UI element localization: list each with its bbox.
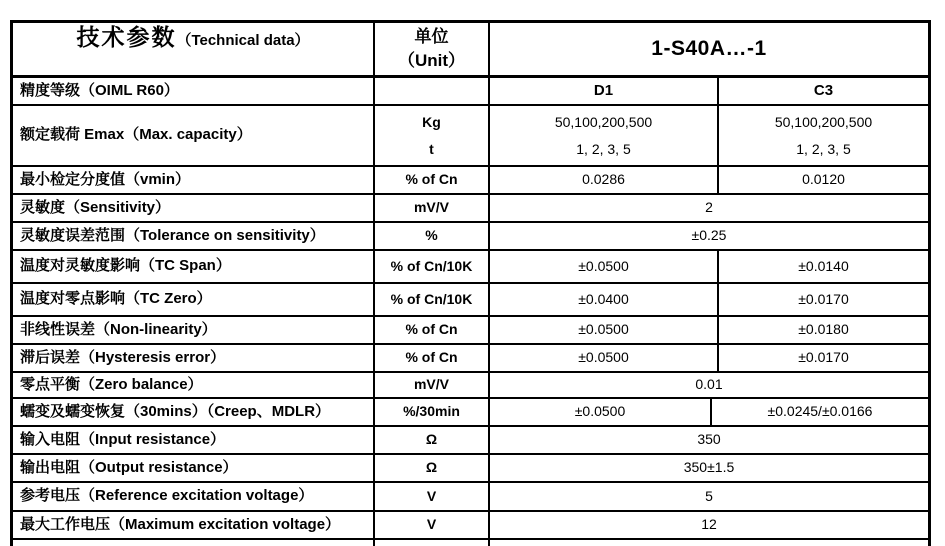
cell-text: 50,100,200,500 bbox=[554, 113, 653, 130]
value-cell-c3 bbox=[719, 317, 928, 343]
unit-cell bbox=[375, 483, 490, 510]
row-label bbox=[13, 455, 375, 481]
cell-text: ±0.0180 bbox=[798, 321, 849, 338]
row-label-text: 滞后误差（Hysteresis error） bbox=[20, 348, 226, 366]
unit-cell bbox=[375, 78, 490, 104]
cell-text: ±0.0500 bbox=[578, 349, 629, 366]
value-cell-c3 bbox=[712, 399, 928, 425]
header-unit-en: （Unit） bbox=[397, 51, 466, 70]
row-label-text: 温度对灵敏度影响（TC Span） bbox=[20, 257, 231, 275]
cell-text: 1, 2, 3, 5 bbox=[796, 140, 851, 157]
row-label-text: 最大工作电压（Maximum excitation voltage） bbox=[20, 515, 341, 533]
row-label bbox=[13, 399, 375, 425]
table-row bbox=[13, 399, 928, 427]
header-unit-cn: 单位 bbox=[414, 27, 449, 46]
value-cells bbox=[490, 106, 928, 165]
technical-data-table bbox=[10, 20, 931, 546]
unit-cell bbox=[375, 317, 490, 343]
table-row bbox=[13, 512, 928, 540]
value-cells bbox=[490, 345, 928, 371]
value-cells bbox=[490, 399, 928, 425]
value-cells bbox=[490, 284, 928, 315]
cell-text: 12 bbox=[701, 516, 717, 533]
value-cells bbox=[490, 167, 928, 193]
table-body bbox=[13, 78, 928, 546]
header-unit bbox=[375, 23, 490, 75]
unit-text: % of Cn bbox=[405, 349, 458, 366]
table-row bbox=[13, 373, 928, 399]
table-row bbox=[13, 106, 928, 167]
unit-cell bbox=[375, 455, 490, 481]
value-cells bbox=[490, 512, 928, 538]
cell-text: 5 bbox=[705, 487, 713, 504]
row-label bbox=[13, 251, 375, 282]
value-cell-d1 bbox=[490, 78, 719, 104]
unit-text: V bbox=[426, 516, 437, 533]
value-cell-c3 bbox=[719, 78, 928, 104]
value-cell-span bbox=[490, 427, 928, 453]
value-cell-span bbox=[490, 540, 928, 546]
value-cell-d1 bbox=[490, 167, 719, 193]
cell-text: 2 bbox=[705, 199, 713, 216]
table-row bbox=[13, 345, 928, 373]
row-label-text: 参考电压（Reference excitation voltage） bbox=[20, 487, 314, 505]
row-label-text: 非线性误差（Non-linearity） bbox=[20, 320, 217, 338]
row-label-text: 温度对零点影响（TC Zero） bbox=[20, 290, 212, 308]
row-label-text: 最小检定分度值（vmin） bbox=[20, 170, 191, 188]
value-cell-span bbox=[490, 512, 928, 538]
unit-cell bbox=[375, 512, 490, 538]
cell-text: 350 bbox=[697, 431, 721, 448]
unit-cell bbox=[375, 373, 490, 397]
table-header-row bbox=[13, 23, 928, 78]
table-row bbox=[13, 317, 928, 345]
value-cell-span bbox=[490, 455, 928, 481]
table-row bbox=[13, 167, 928, 195]
row-label bbox=[13, 483, 375, 510]
cell-text: 0.0120 bbox=[802, 171, 845, 188]
cell-text: ±0.0170 bbox=[798, 349, 849, 366]
row-label bbox=[13, 317, 375, 343]
row-label bbox=[13, 540, 375, 546]
unit-cell bbox=[375, 251, 490, 282]
value-cells bbox=[490, 373, 928, 397]
value-cells bbox=[490, 195, 928, 221]
row-label-text: 灵敏度误差范围（Tolerance on sensitivity） bbox=[20, 226, 325, 244]
unit-cell bbox=[375, 167, 490, 193]
row-label-text: 输入电阻（Input resistance） bbox=[20, 430, 226, 448]
row-label-text: 灵敏度（Sensitivity） bbox=[20, 198, 171, 216]
table-row bbox=[13, 427, 928, 455]
row-label bbox=[13, 195, 375, 221]
row-label-text: 输出电阻（Output resistance） bbox=[20, 458, 238, 476]
unit-cell bbox=[375, 106, 490, 165]
unit-text: Ω bbox=[425, 431, 438, 448]
cell-text: ±0.0245/±0.0166 bbox=[767, 403, 873, 420]
cell-text: 50,100,200,500 bbox=[774, 113, 873, 130]
value-cells bbox=[490, 223, 928, 249]
cell-text: D1 bbox=[593, 81, 614, 99]
value-cells bbox=[490, 483, 928, 510]
unit-text: % of Cn/10K bbox=[390, 257, 473, 274]
cell-text: ±0.25 bbox=[691, 227, 727, 244]
unit-cell bbox=[375, 223, 490, 249]
unit-text: % of Cn bbox=[405, 321, 458, 338]
value-cell-c3 bbox=[719, 106, 928, 165]
cell-text: ±0.0500 bbox=[578, 321, 629, 338]
row-label bbox=[13, 167, 375, 193]
row-label bbox=[13, 512, 375, 538]
row-label bbox=[13, 106, 375, 165]
row-label-text: 蠕变及蠕变恢复（30mins）（Creep、MDLR） bbox=[20, 402, 331, 420]
table-row bbox=[13, 195, 928, 223]
row-label-text: 精度等级（OIML R60） bbox=[20, 81, 179, 99]
value-cell-span bbox=[490, 195, 928, 221]
row-label-text: 零点平衡（Zero balance） bbox=[20, 375, 203, 393]
unit-cell bbox=[375, 195, 490, 221]
value-cell-span bbox=[490, 483, 928, 510]
value-cells bbox=[490, 540, 928, 546]
row-label bbox=[13, 427, 375, 453]
table-row bbox=[13, 540, 928, 546]
cell-text: 0.01 bbox=[695, 376, 723, 393]
value-cells bbox=[490, 455, 928, 481]
value-cell-c3 bbox=[719, 345, 928, 371]
unit-text: V bbox=[426, 487, 437, 504]
unit-text: Kg bbox=[422, 113, 441, 130]
cell-text: ±0.0500 bbox=[578, 257, 629, 274]
cell-text: 0.0286 bbox=[582, 171, 625, 188]
header-technical-data bbox=[13, 23, 375, 75]
row-label bbox=[13, 345, 375, 371]
unit-text: % of Cn/10K bbox=[390, 290, 473, 307]
row-label bbox=[13, 78, 375, 104]
header-param-en: （Technical data） bbox=[176, 32, 310, 49]
header-param-cn: 技术参数 bbox=[76, 24, 177, 50]
table-row bbox=[13, 223, 928, 251]
value-cells bbox=[490, 78, 928, 104]
unit-text: mV/V bbox=[413, 376, 449, 393]
value-cell-d1 bbox=[490, 317, 719, 343]
value-cell-c3 bbox=[719, 167, 928, 193]
value-cell-d1 bbox=[490, 399, 712, 425]
value-cell-d1 bbox=[490, 345, 719, 371]
unit-cell bbox=[375, 284, 490, 315]
table-row bbox=[13, 251, 928, 284]
table-row bbox=[13, 483, 928, 512]
unit-text: % of Cn bbox=[405, 171, 458, 188]
value-cell-c3 bbox=[719, 251, 928, 282]
row-label-text: 额定载荷 Emax（Max. capacity） bbox=[20, 126, 252, 144]
unit-text: %/30min bbox=[403, 403, 460, 420]
row-label bbox=[13, 373, 375, 397]
cell-text: 350±1.5 bbox=[683, 459, 735, 476]
unit-cell bbox=[375, 345, 490, 371]
table-row bbox=[13, 78, 928, 106]
cell-text: ±0.0140 bbox=[798, 257, 849, 274]
cell-text: ±0.0170 bbox=[798, 290, 849, 307]
table-row bbox=[13, 455, 928, 483]
unit-text: % bbox=[425, 227, 438, 244]
unit-cell bbox=[375, 399, 490, 425]
value-cells bbox=[490, 317, 928, 343]
header-model-number: 1-S40A…-1 bbox=[651, 36, 767, 60]
cell-text: ±0.0400 bbox=[578, 290, 629, 307]
row-label bbox=[13, 223, 375, 249]
row-label bbox=[13, 284, 375, 315]
value-cells bbox=[490, 251, 928, 282]
unit-text: t bbox=[429, 140, 434, 157]
value-cell-d1 bbox=[490, 251, 719, 282]
table-row bbox=[13, 284, 928, 317]
cell-text: C3 bbox=[813, 81, 834, 99]
value-cell-span bbox=[490, 373, 928, 397]
value-cells bbox=[490, 427, 928, 453]
unit-cell bbox=[375, 427, 490, 453]
cell-text: ±0.0500 bbox=[574, 403, 626, 420]
cell-text: 1, 2, 3, 5 bbox=[576, 140, 631, 157]
value-cell-d1 bbox=[490, 106, 719, 165]
value-cell-span bbox=[490, 223, 928, 249]
value-cell-d1 bbox=[490, 284, 719, 315]
unit-cell bbox=[375, 540, 490, 546]
value-cell-c3 bbox=[719, 284, 928, 315]
unit-text: mV/V bbox=[413, 199, 449, 216]
unit-text: Ω bbox=[425, 459, 438, 476]
